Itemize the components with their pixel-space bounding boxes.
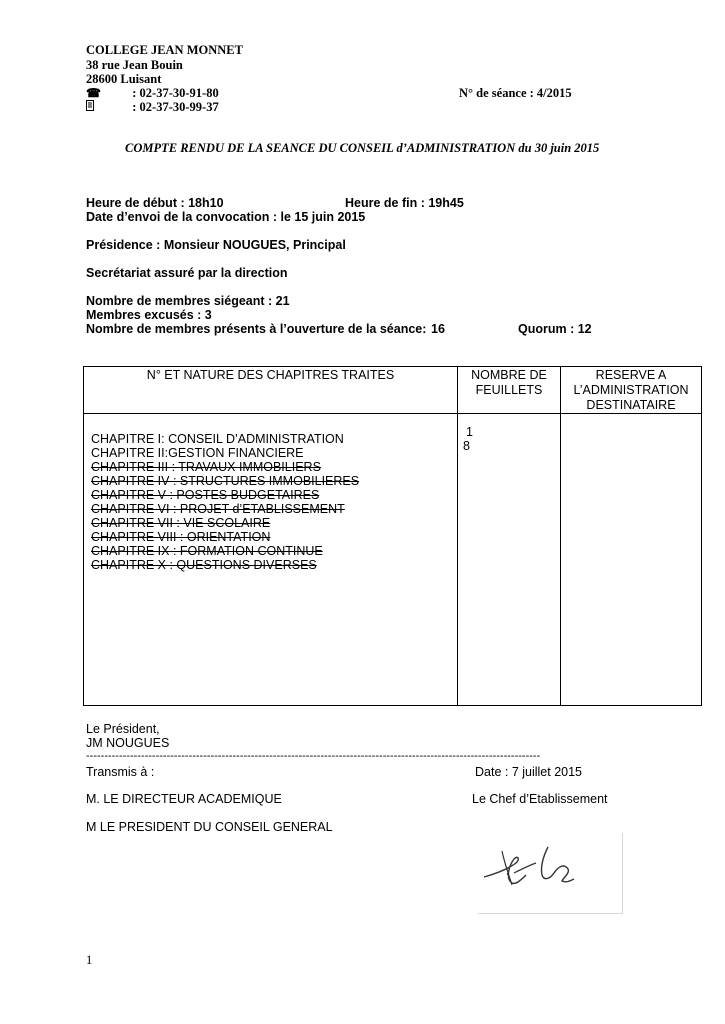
signatory-title: Le Chef d’Etablissement (472, 792, 608, 806)
president-label: Le Président, (86, 722, 160, 736)
members-present-value: 16 (431, 322, 445, 336)
phone-number: : 02-37-30-91-80 (132, 86, 219, 100)
school-city: 28600 Luisant (86, 72, 162, 86)
divider-dashes: ---------------------------------------------------------------------------------------------------------------------------- (86, 750, 541, 762)
quorum: Quorum : 12 (518, 322, 592, 336)
chapter-item: CHAPITRE VIII : ORIENTATION (91, 530, 271, 544)
fax-icon (86, 100, 98, 115)
chapter-item: CHAPITRE V : POSTES BUDGETAIRES (91, 488, 320, 502)
presidency: Présidence : Monsieur NOUGUES, Principal (86, 238, 346, 252)
transmitted-to: Transmis à : (86, 765, 155, 779)
recipient-general-council: M LE PRESIDENT DU CONSEIL GENERAL (86, 820, 333, 834)
header-feuillets: NOMBRE DE FEUILLETS (458, 367, 561, 414)
fax-number: : 02-37-30-99-37 (132, 100, 219, 114)
chapter-item: CHAPITRE I: CONSEIL D’ADMINISTRATION (91, 432, 344, 446)
chapter-item: CHAPITRE II:GESTION FINANCIERE (91, 446, 304, 460)
secretariat: Secrétariat assuré par la direction (86, 266, 288, 280)
start-time: Heure de début : 18h10 (86, 196, 224, 210)
convocation-date: Date d’envoi de la convocation : le 15 juin 2015 (86, 210, 366, 224)
president-name: JM NOUGUES (86, 736, 170, 750)
telephone-icon: ☎ (86, 86, 101, 100)
signature-drawing (478, 833, 622, 913)
signature-image (478, 833, 623, 914)
school-address: 38 rue Jean Bouin (86, 58, 183, 72)
table-body-row (84, 414, 702, 706)
chapter-item: CHAPITRE VI : PROJET d’ETABLISSEMENT (91, 502, 345, 516)
members-sitting: Nombre de membres siégeant : 21 (86, 294, 290, 308)
chapter-item: CHAPITRE IV : STRUCTURES IMMOBILIERES (91, 474, 360, 488)
fax-line (86, 100, 219, 115)
feuillets-value: 1 (466, 425, 473, 439)
members-present-label: Nombre de membres présents à l’ouverture de la séance: (86, 322, 427, 336)
feuillets-list (463, 425, 560, 453)
members-excused: Membres excusés : 3 (86, 308, 212, 322)
chapters-table (83, 366, 702, 706)
school-name: COLLEGE JEAN MONNET (86, 43, 243, 57)
chapter-item: CHAPITRE IX : FORMATION CONTINUE (91, 544, 323, 558)
document-title: COMPTE RENDU DE LA SEANCE DU CONSEIL d’ADMINISTRATION du 30 juin 2015 (125, 141, 600, 155)
table-header-row (84, 367, 702, 414)
chapter-list (91, 432, 457, 572)
feuillets-cell (458, 414, 561, 706)
page-number: 1 (86, 953, 93, 967)
session-number: N° de séance : 4/2015 (459, 86, 572, 100)
header-reserve: RESERVE A L’ADMINISTRATION DESTINATAIRE (561, 367, 702, 414)
phone-line (86, 86, 219, 101)
feuillets-value: 8 (463, 439, 470, 453)
chapters-cell (84, 414, 458, 706)
chapter-item: CHAPITRE X : QUESTIONS DIVERSES (91, 558, 317, 572)
end-time: Heure de fin : 19h45 (345, 196, 464, 210)
chapter-item: CHAPITRE VII : VIE SCOLAIRE (91, 516, 271, 530)
reserve-cell (561, 414, 702, 706)
chapter-item: CHAPITRE III : TRAVAUX IMMOBILIERS (91, 460, 321, 474)
recipient-academic-director: M. LE DIRECTEUR ACADEMIQUE (86, 792, 282, 806)
header-chapters: N° ET NATURE DES CHAPITRES TRAITES (84, 367, 458, 414)
transmission-date: Date : 7 juillet 2015 (475, 765, 583, 779)
